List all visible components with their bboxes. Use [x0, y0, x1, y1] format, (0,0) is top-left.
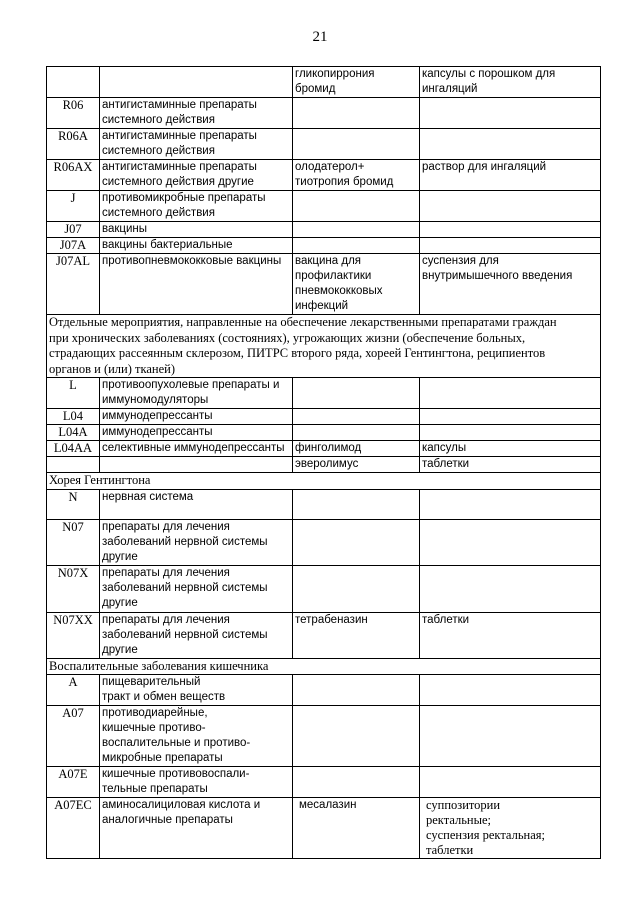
table-row	[47, 98, 601, 129]
dosage-form-cell: капсулы	[420, 441, 601, 457]
atc-code-cell: R06A	[47, 129, 100, 160]
atc-code-cell: L04A	[47, 425, 100, 441]
pharm-group-cell: кишечные противовоспали- тельные препараты	[100, 767, 293, 798]
drug-name-cell	[293, 565, 420, 612]
pharm-group-cell: противомикробные препараты системного действия	[100, 191, 293, 222]
dosage-form-cell	[420, 129, 601, 160]
pharm-group-cell: препараты для лечения заболеваний нервной системы другие	[100, 612, 293, 658]
dosage-form-cell: таблетки	[420, 612, 601, 658]
dosage-form-cell	[420, 706, 601, 767]
page-number: 21	[312, 29, 328, 45]
dosage-form-cell	[420, 98, 601, 129]
table-row	[47, 160, 601, 191]
pharm-group-cell: нервная система	[100, 489, 293, 519]
table-row	[47, 238, 601, 254]
section-heading: Хорея Гентингтона	[47, 473, 601, 490]
table-row	[47, 254, 601, 315]
section-row	[47, 473, 601, 490]
drug-name-cell: гликопиррония бромид	[293, 67, 420, 98]
pharm-group-cell: иммунодепрессанты	[100, 425, 293, 441]
dosage-form-cell	[420, 378, 601, 409]
dosage-form-cell	[420, 519, 601, 565]
drug-name-cell	[293, 129, 420, 160]
dosage-form-cell	[420, 767, 601, 798]
table-row	[47, 767, 601, 798]
drug-name-cell	[293, 489, 420, 519]
drug-name-cell: эверолимус	[293, 457, 420, 473]
drug-name-cell	[293, 706, 420, 767]
atc-code-cell: L04	[47, 409, 100, 425]
pharm-group-cell: препараты для лечения заболеваний нервной системы другие	[100, 565, 293, 612]
section-row	[47, 658, 601, 675]
pharm-group-cell	[100, 457, 293, 473]
pharm-group-cell: иммунодепрессанты	[100, 409, 293, 425]
drug-name-cell: вакцина для профилактики пневмококковых инфекций	[293, 254, 420, 315]
drug-table	[46, 66, 601, 859]
atc-code-cell: L04AA	[47, 441, 100, 457]
atc-code-cell	[47, 457, 100, 473]
pharm-group-cell: препараты для лечения заболеваний нервной системы другие	[100, 519, 293, 565]
table-row	[47, 565, 601, 612]
drug-name-cell	[293, 191, 420, 222]
dosage-form-cell	[420, 489, 601, 519]
table-row	[47, 129, 601, 160]
drug-name-cell	[293, 675, 420, 706]
table-row	[47, 378, 601, 409]
table-row	[47, 798, 601, 859]
table-row	[47, 441, 601, 457]
pharm-group-cell: противоопухолевые препараты и иммуномодуляторы	[100, 378, 293, 409]
pharm-group-cell: вакцины	[100, 222, 293, 238]
atc-code-cell: L	[47, 378, 100, 409]
dosage-form-cell	[420, 238, 601, 254]
table-row	[47, 612, 601, 658]
drug-name-cell	[293, 767, 420, 798]
pharm-group-cell: противодиарейные, кишечные противо- воспалительные и противо- микробные препараты	[100, 706, 293, 767]
dosage-form-cell: раствор для ингаляций	[420, 160, 601, 191]
dosage-form-cell	[420, 675, 601, 706]
atc-code-cell: R06	[47, 98, 100, 129]
pharm-group-cell: селективные иммунодепрессанты	[100, 441, 293, 457]
table-row	[47, 222, 601, 238]
drug-name-cell	[293, 238, 420, 254]
drug-name-cell: месалазин	[293, 798, 420, 859]
pharm-group-cell: аминосалициловая кислота и аналогичные препараты	[100, 798, 293, 859]
pharm-group-cell: вакцины бактериальные	[100, 238, 293, 254]
atc-code-cell	[47, 67, 100, 98]
drug-name-cell	[293, 378, 420, 409]
drug-name-cell	[293, 409, 420, 425]
atc-code-cell: N07	[47, 519, 100, 565]
table-row	[47, 706, 601, 767]
table-row	[47, 191, 601, 222]
drug-name-cell	[293, 222, 420, 238]
dosage-form-cell	[420, 409, 601, 425]
table-row	[47, 67, 601, 98]
drug-name-cell	[293, 98, 420, 129]
pharm-group-cell: пищеварительный тракт и обмен веществ	[100, 675, 293, 706]
dosage-form-cell: суспензия для внутримышечного введения	[420, 254, 601, 315]
atc-code-cell: N07X	[47, 565, 100, 612]
dosage-form-cell: таблетки	[420, 457, 601, 473]
dosage-form-cell	[420, 222, 601, 238]
table-row	[47, 457, 601, 473]
dosage-form-cell: суппозитории ректальные; суспензия ректальная; таблетки	[420, 798, 601, 859]
table-row	[47, 409, 601, 425]
dosage-form-cell	[420, 191, 601, 222]
pharm-group-cell: антигистаминные препараты системного действия	[100, 98, 293, 129]
table-row	[47, 519, 601, 565]
table-row	[47, 425, 601, 441]
drug-name-cell	[293, 425, 420, 441]
dosage-form-cell: капсулы с порошком для ингаляций	[420, 67, 601, 98]
atc-code-cell: A	[47, 675, 100, 706]
pharm-group-cell: антигистаминные препараты системного действия	[100, 129, 293, 160]
dosage-form-cell	[420, 565, 601, 612]
section-heading: Отдельные мероприятия, направленные на обеспечение лекарственными препаратами граждан при хронических заболеваниях (состояниях), угрожающих жизни (обеспечение больных, страдающих рассеянным склерозом, ПИТРС второго ряда, хореей Гентингтона, реципиентов органов и (или) тканей)	[47, 315, 601, 378]
atc-code-cell: J	[47, 191, 100, 222]
dosage-form-cell	[420, 425, 601, 441]
drug-name-cell: тетрабеназин	[293, 612, 420, 658]
atc-code-cell: R06AX	[47, 160, 100, 191]
pharm-group-cell: антигистаминные препараты системного действия другие	[100, 160, 293, 191]
atc-code-cell: N07XX	[47, 612, 100, 658]
section-heading: Воспалительные заболевания кишечника	[47, 658, 601, 675]
atc-code-cell: N	[47, 489, 100, 519]
atc-code-cell: J07AL	[47, 254, 100, 315]
pharm-group-cell	[100, 67, 293, 98]
section-row	[47, 315, 601, 378]
table-row	[47, 675, 601, 706]
pharm-group-cell: противопневмококковые вакцины	[100, 254, 293, 315]
atc-code-cell: J07A	[47, 238, 100, 254]
atc-code-cell: A07E	[47, 767, 100, 798]
table-row	[47, 489, 601, 519]
atc-code-cell: A07	[47, 706, 100, 767]
atc-code-cell: J07	[47, 222, 100, 238]
atc-code-cell: A07EC	[47, 798, 100, 859]
drug-name-cell	[293, 519, 420, 565]
drug-name-cell: финголимод	[293, 441, 420, 457]
drug-name-cell: олодатерол+ тиотропия бромид	[293, 160, 420, 191]
